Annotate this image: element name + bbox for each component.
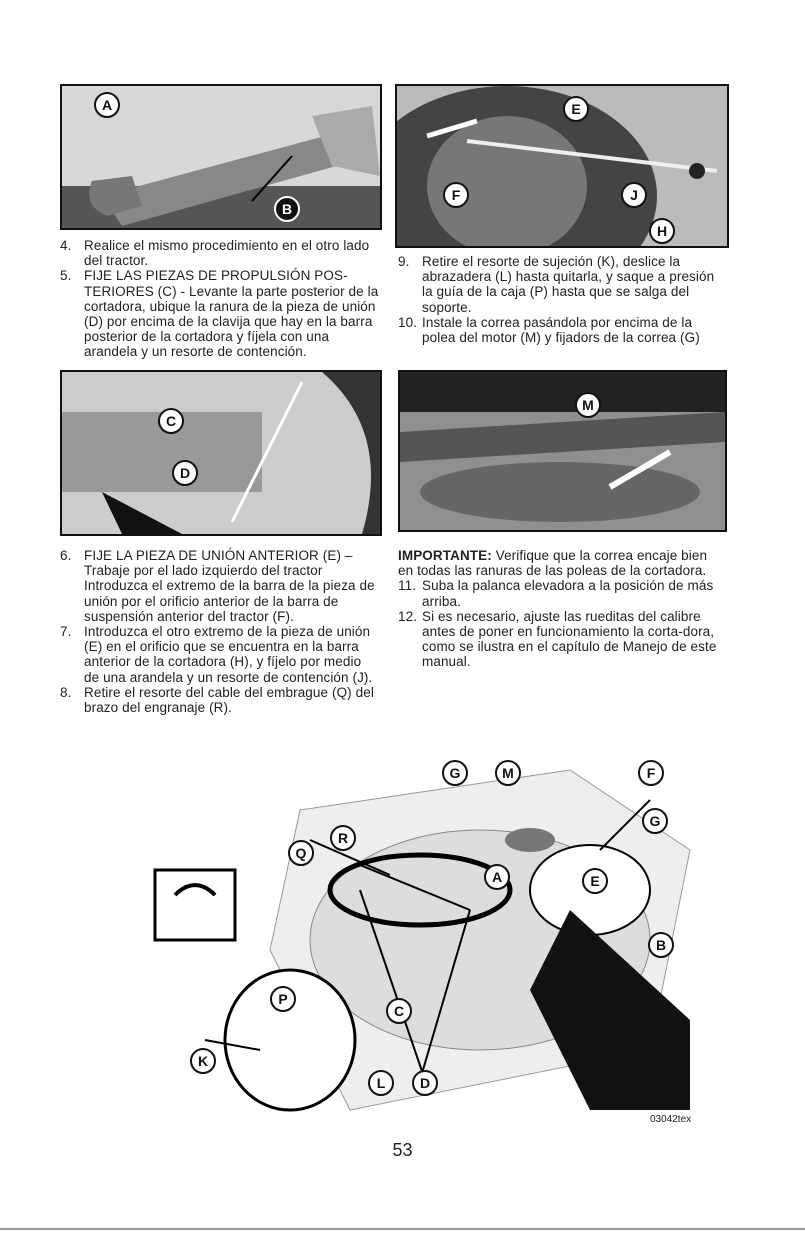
step-4 [60, 238, 380, 268]
step-text: Retire el resorte del cable del embrague (Q) del brazo del engranaje (R). [84, 684, 374, 716]
step-text: FIJE LAS PIEZAS DE PROPULSIÓN POS-TERIORES (C) - Levante la parte posterior de la cortadora, ubique la ranura de la pieza de unión (D) por encima de la clavija que hay en la barra posterior de la cortadora y fíjela con una arandela y un resorte de contención. [84, 268, 379, 360]
callout-a: A [484, 864, 510, 890]
callout-q: Q [288, 840, 314, 866]
callout-e: E [582, 868, 608, 894]
step-11 [398, 578, 723, 608]
callout-c: C [158, 408, 184, 434]
bottom-rule [0, 1228, 805, 1230]
callout-r: R [330, 825, 356, 851]
callout-g: G [442, 760, 468, 786]
photo-engine-pulley-illustration [400, 372, 725, 530]
callout-f: F [443, 182, 469, 208]
photo-engine-pulley [398, 370, 727, 532]
step-text: Retire el resorte de sujeción (K), deslice la abrazadera (L) hasta quitarla, y saque a presión la guía de la caja (P) hasta que se salga del soporte. [422, 254, 715, 315]
step-number: 7. [60, 624, 72, 640]
callout-g: G [642, 808, 668, 834]
callout-h: H [649, 218, 675, 244]
right-instructions-top [398, 254, 723, 345]
step-number: 11. [398, 578, 417, 594]
photo-rear-link-illustration [62, 372, 380, 534]
callout-l: L [368, 1070, 394, 1096]
belt-routing-diagram [150, 750, 710, 1130]
page-number: 53 [392, 1140, 413, 1160]
step-9 [398, 254, 723, 315]
callout-m: M [495, 760, 521, 786]
step-text: Realice el mismo procedimiento en el otro lado del tractor. [84, 238, 370, 269]
callout-f: F [638, 760, 664, 786]
step-text: Suba la palanca elevadora a la posición de más arriba. [422, 578, 714, 609]
step-number: 9. [398, 254, 410, 269]
step-10 [398, 315, 723, 345]
left-instructions-top [60, 238, 380, 360]
step-number: 6. [60, 548, 72, 563]
callout-j: J [621, 182, 647, 208]
callout-a: A [94, 92, 120, 118]
photo-mower-deck-front [395, 84, 729, 248]
left-instructions-bottom [60, 548, 380, 715]
photo-tractor-arm [60, 84, 382, 230]
step-5 [60, 268, 380, 359]
callout-m: M [575, 392, 601, 418]
step-12 [398, 609, 723, 670]
important-label: IMPORTANTE: [398, 548, 492, 563]
step-number: 4. [60, 238, 72, 253]
callout-b: B [648, 932, 674, 958]
right-instructions-bottom [398, 548, 723, 670]
callout-d: D [172, 460, 198, 486]
step-8 [60, 685, 380, 715]
callout-p: P [270, 986, 296, 1012]
step-6 [60, 548, 380, 624]
figure-code: 03042tex [650, 1114, 692, 1125]
important-text: Verifique que la correa encaje bien en todas las ranuras de las poleas de la cortadora. [398, 548, 708, 579]
callout-d: D [412, 1070, 438, 1096]
callout-k: K [190, 1048, 216, 1074]
important-note [398, 548, 723, 578]
photo-rear-link [60, 370, 382, 536]
step-text: Si es necesario, ajuste las rueditas del calibre antes de poner en funcionamiento la corta-dora, como se ilustra en el capítulo de Manejo de este manual. [422, 608, 717, 670]
step-text: Instale la correa pasándola por encima de la polea del motor (M) y fijadors de la correa (G) [422, 314, 700, 346]
step-text: FIJE LA PIEZA DE UNIÓN ANTERIOR (E) – Trabaje por el lado izquierdo del tractor Introduzca el extremo de la barra de la pieza de unión por el orificio anterior de la barra de suspensión anterior del tractor (F). [84, 548, 375, 624]
step-text: Introduzca el otro extremo de la pieza de unión (E) en el orificio que se encuentra en la barra anterior de la cortadora (H), y fíjelo por medio de una arandela y un resorte de contención (J). [84, 624, 373, 685]
photo-mower-deck-illustration [397, 86, 727, 246]
step-number: 10. [398, 314, 418, 330]
callout-b: B [274, 196, 300, 222]
step-number: 5. [60, 268, 72, 284]
step-number: 12. [398, 608, 418, 624]
callout-e: E [563, 96, 589, 122]
step-7 [60, 624, 380, 685]
callout-c: C [386, 998, 412, 1024]
step-number: 8. [60, 684, 72, 700]
